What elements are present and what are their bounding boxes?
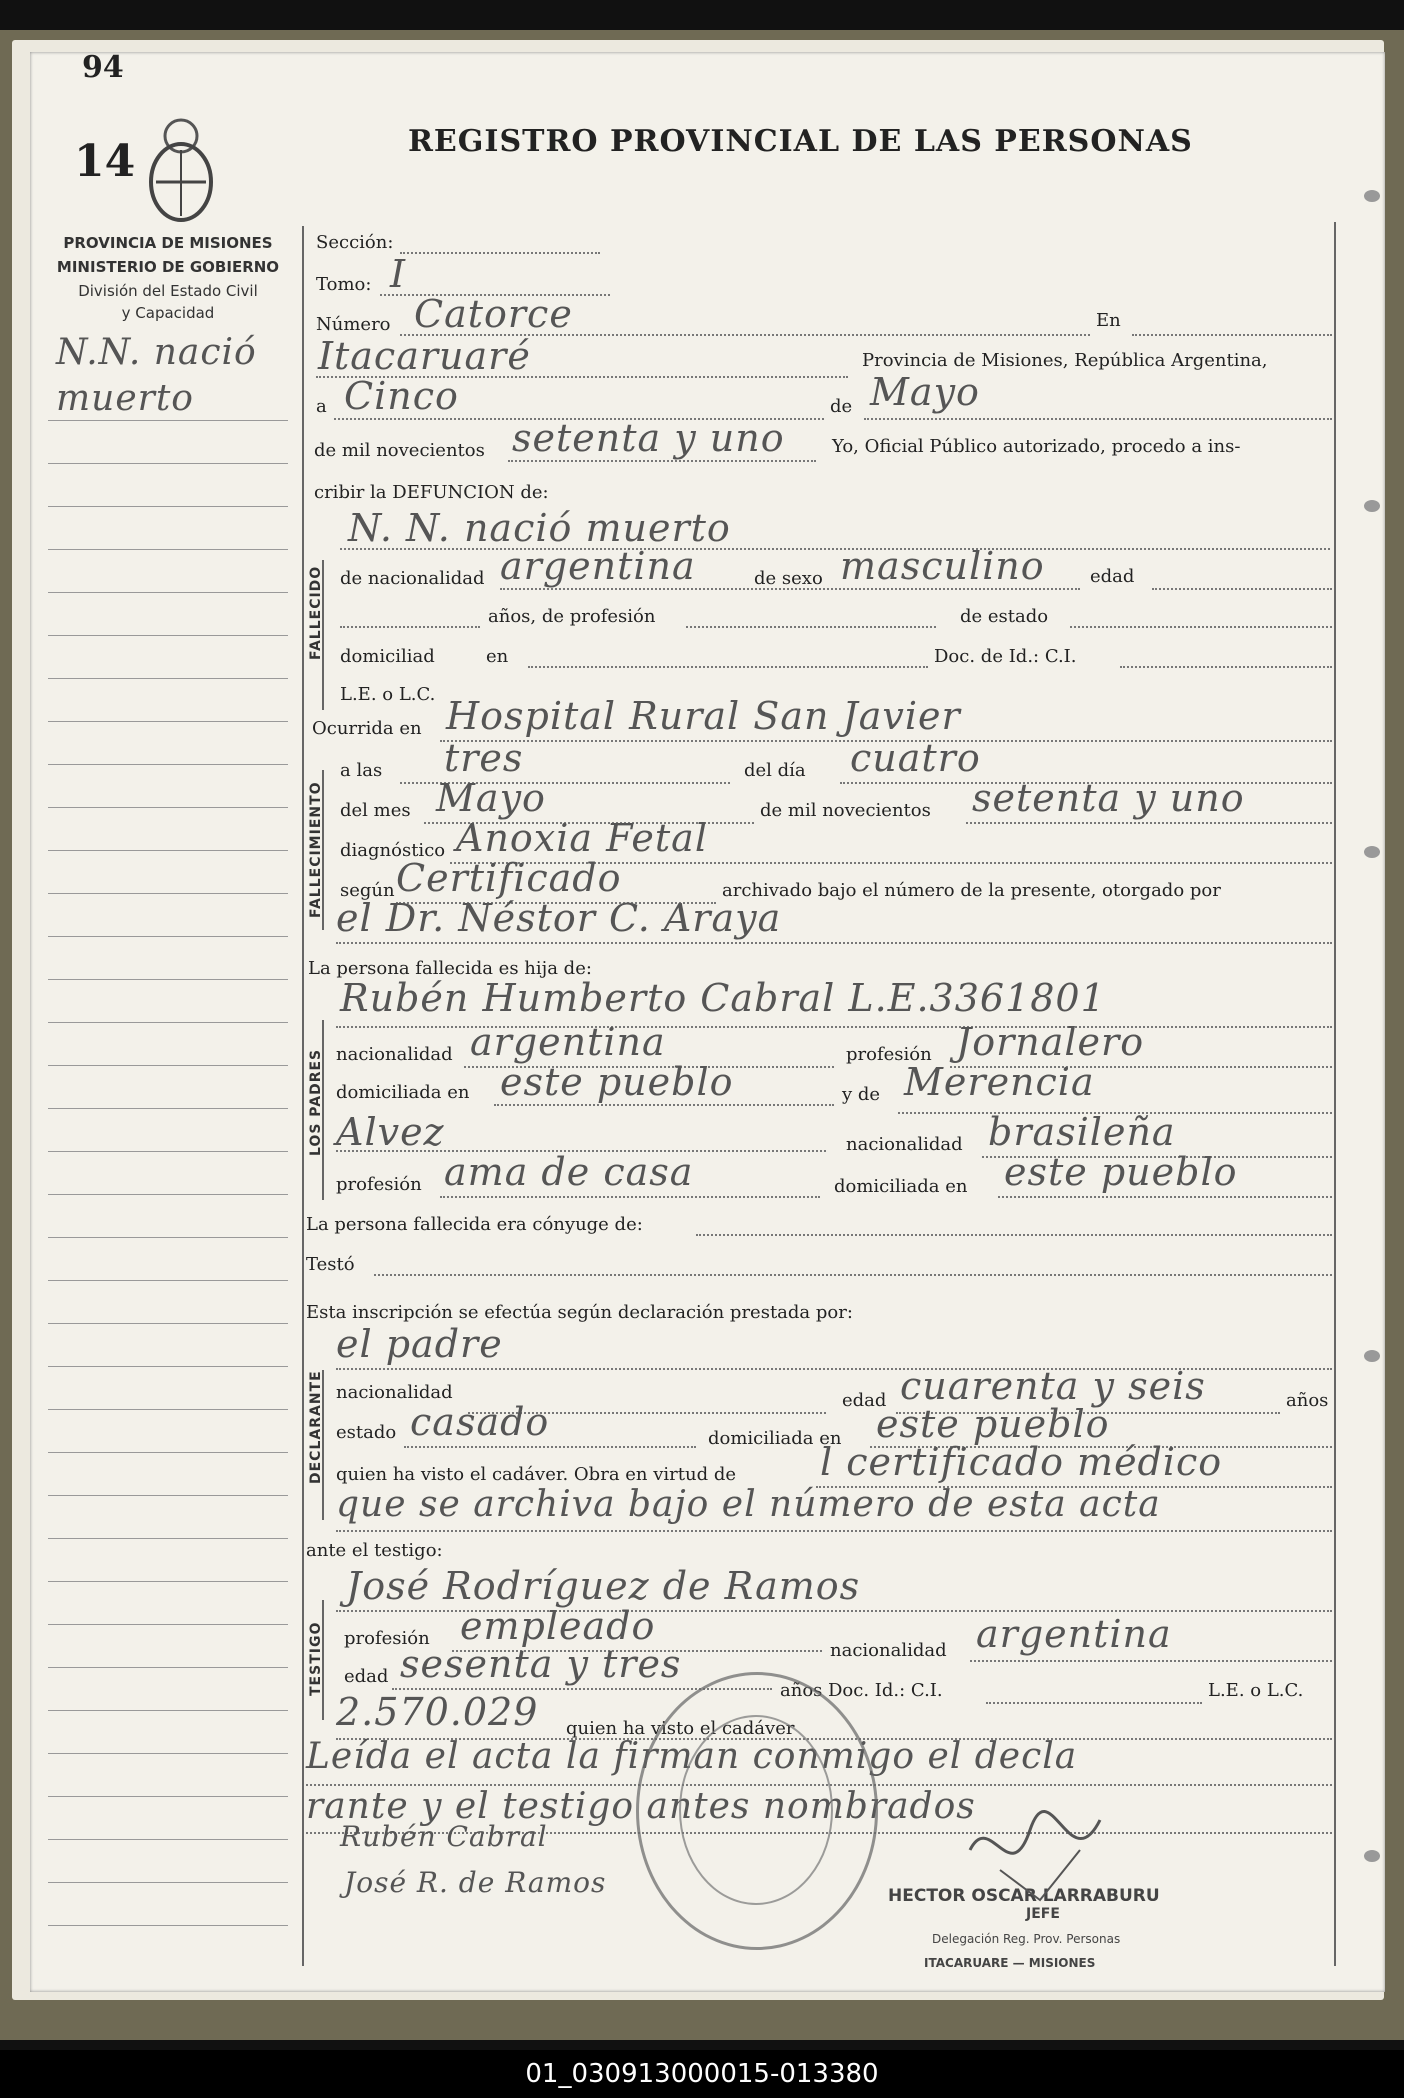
binding-hole [1364, 1850, 1380, 1862]
left-header-capacity: y Capacidad [121, 304, 215, 322]
prof-padre-label: profesión [846, 1044, 932, 1065]
margin-ruled-line [48, 1753, 288, 1754]
nac-madre-label: nacionalidad [846, 1134, 963, 1155]
margin-ruled-line [48, 506, 288, 507]
en2-label: en [486, 646, 509, 667]
estado-decl-value: casado [410, 1400, 550, 1444]
dom-decl-label: domiciliada en [708, 1428, 842, 1449]
form-left-border [302, 226, 304, 1966]
left-header-division: División del Estado Civil [78, 282, 258, 300]
margin-ruled-line [48, 1796, 288, 1797]
testo-label: Testó [306, 1254, 355, 1275]
margin-ruled-line [48, 1280, 288, 1281]
margin-ruled-line [48, 1194, 288, 1195]
doc-test-value: 2.570.029 [336, 1690, 539, 1734]
prof-madre-value: ama de casa [444, 1150, 694, 1194]
mes-line [864, 418, 1332, 420]
dom-padre-label: domiciliada en [336, 1082, 470, 1103]
margin-ruled-line [48, 592, 288, 593]
signature-declarante: Rubén Cabral [340, 1820, 548, 1853]
left-header-province: PROVINCIA DE MISIONES [63, 234, 273, 252]
hija-label: La persona fallecida es hija de: [308, 958, 592, 979]
doc-test-line [986, 1702, 1202, 1704]
margin-ruled-line [48, 1022, 288, 1023]
edad-decl-value: cuarenta y seis [900, 1364, 1206, 1408]
estado-decl-label: estado [336, 1422, 397, 1443]
seccion-label: Sección: [316, 232, 394, 253]
doc-label: Doc. de Id.: C.I. [934, 646, 1077, 667]
margin-ruled-line [48, 463, 288, 464]
quien-label: quien ha visto el cadáver [566, 1718, 795, 1739]
image-id-caption: 01_030913000015-013380 [0, 2050, 1404, 2098]
mil-label: de mil novecientos [314, 440, 485, 461]
prof-madre-line [440, 1196, 820, 1198]
official-seal [636, 1672, 878, 1950]
margin-ruled-line [48, 1624, 288, 1625]
estado-line [1070, 626, 1332, 628]
anios2-label: años [1286, 1390, 1329, 1411]
nac-padre-value: argentina [470, 1020, 666, 1064]
edad-test-label: edad [344, 1666, 389, 1687]
side-label-testigo: TESTIGO [308, 1621, 324, 1696]
a-label: a [316, 396, 327, 417]
hora-value: tres [444, 736, 524, 780]
estado-label: de estado [960, 606, 1049, 627]
anio2-line [966, 822, 1332, 824]
stamp-line1: Delegación Reg. Prov. Personas [932, 1932, 1121, 1946]
medico-value: el Dr. Néstor C. Araya [336, 896, 782, 940]
edad-test-value: sesenta y tres [400, 1642, 682, 1686]
margin-ruled-line [48, 1366, 288, 1367]
nac-padre-label: nacionalidad [336, 1044, 453, 1065]
sexo-value: masculino [840, 544, 1045, 588]
dom-madre-label: domiciliada en [834, 1176, 968, 1197]
alas-label: a las [340, 760, 383, 781]
anios-test-label: años [780, 1680, 823, 1701]
margin-ruled-line [48, 764, 288, 765]
visto-value: l certificado médico [820, 1440, 1223, 1484]
dom-padre-value: este pueblo [500, 1060, 734, 1104]
edad-decl-label: edad [842, 1390, 887, 1411]
register-number: 14 [74, 136, 136, 187]
nac-test-line [970, 1660, 1332, 1662]
le-label: L.E. o L.C. [340, 684, 436, 705]
mil2-label: de mil novecientos [760, 800, 931, 821]
delmes-value: Mayo [436, 776, 546, 820]
segun-label: según [340, 880, 395, 901]
margin-ruled-line [48, 850, 288, 851]
conyuge-label: La persona fallecida era cónyuge de: [306, 1214, 643, 1235]
margin-ruled-line [48, 420, 288, 421]
signature-testigo: José R. de Ramos [344, 1866, 607, 1899]
nombre-line [340, 548, 1330, 550]
ocurrida-label: Ocurrida en [312, 718, 422, 739]
margin-note-line1: N.N. nació [56, 332, 257, 373]
delmes-label: del mes [340, 800, 411, 821]
leida-value: Leída el acta la firman conmigo el decla [306, 1736, 1078, 1777]
side-label-padres: LOS PADRES [308, 1048, 324, 1156]
segun-value: Certificado [396, 856, 622, 900]
domicilio-line [528, 666, 928, 668]
prof-madre-label: profesión [336, 1174, 422, 1195]
en-label: En [1096, 310, 1121, 331]
anio-line [508, 460, 816, 462]
edad-line [1152, 588, 1332, 590]
padre-value: Rubén Humberto Cabral L.E.3361801 [340, 976, 1106, 1020]
margin-ruled-line [48, 1409, 288, 1410]
testigo-value: José Rodríguez de Ramos [346, 1564, 861, 1608]
domiciliado-label: domiciliad [340, 646, 435, 667]
visto-label: quien ha visto el cadáver. Obra en virtud de [336, 1464, 737, 1485]
localidad-value: Itacaruaré [318, 334, 531, 378]
side-label-declarante: DECLARANTE [308, 1370, 324, 1484]
sexo-label: de sexo [754, 568, 823, 589]
prof-padre-value: Jornalero [956, 1020, 1145, 1064]
archivado-label: archivado bajo el número de la presente, otorgado por [722, 880, 1221, 901]
binding-hole [1364, 190, 1380, 202]
margin-ruled-line [48, 936, 288, 937]
conyuge-line [696, 1234, 1332, 1236]
side-label-fallecido: FALLECIDO [308, 565, 324, 660]
yde-label: y de [842, 1084, 881, 1105]
anio2-value: setenta y uno [972, 776, 1245, 820]
doc-test-label: Doc. Id.: C.I. [828, 1680, 943, 1701]
madre-value2: Alvez [336, 1110, 445, 1154]
estado-decl-line [404, 1446, 696, 1448]
nacionalidad-label: de nacionalidad [340, 568, 485, 589]
binding-hole [1364, 846, 1380, 858]
page-title: REGISTRO PROVINCIAL DE LAS PERSONAS [408, 124, 1193, 159]
margin-ruled-line [48, 1065, 288, 1066]
margin-ruled-line [48, 1667, 288, 1668]
inscribir-label: cribir la DEFUNCION de: [314, 482, 549, 503]
margin-ruled-line [48, 1108, 288, 1109]
margin-ruled-line [48, 1495, 288, 1496]
stamp-name: HECTOR OSCAR LARRABURU [888, 1886, 1160, 1906]
margin-ruled-line [48, 1710, 288, 1711]
numero-value: Catorce [414, 292, 573, 336]
leida-value2: rante y el testigo antes nombrados [306, 1786, 976, 1827]
le-test-label: L.E. o L.C. [1208, 1680, 1304, 1701]
stamp-line2: ITACARUARE — MISIONES [924, 1956, 1096, 1970]
side-label-fallecimiento: FALLECIMIENTO [308, 781, 324, 918]
dom-madre-value: este pueblo [1004, 1150, 1238, 1194]
diag-label: diagnóstico [340, 840, 446, 861]
mes-value: Mayo [870, 370, 980, 414]
anio-value: setenta y uno [512, 416, 785, 460]
margin-ruled-line [48, 979, 288, 980]
form-right-border [1334, 222, 1336, 1966]
insc-label: Esta inscripción se efectúa según declaración prestada por: [306, 1302, 853, 1323]
dom-decl-value: este pueblo [876, 1402, 1110, 1446]
deldia-label: del día [744, 760, 806, 781]
margin-ruled-line [48, 1882, 288, 1883]
en-line [1132, 334, 1332, 336]
dia-value: Cinco [344, 374, 459, 418]
margin-ruled-line [48, 893, 288, 894]
nombre-value: N. N. nació muerto [348, 506, 731, 550]
ocurrida-value: Hospital Rural San Javier [446, 694, 961, 738]
margin-ruled-line [48, 721, 288, 722]
tomo-label: Tomo: [316, 274, 372, 295]
nac-sexo-line [500, 588, 1080, 590]
declarante-value: el padre [336, 1322, 503, 1366]
de-label: de [830, 396, 853, 417]
diag-value: Anoxia Fetal [456, 816, 708, 860]
madre-value: Merencia [904, 1060, 1095, 1104]
prof-test-label: profesión [344, 1628, 430, 1649]
margin-ruled-line [48, 807, 288, 808]
margin-ruled-line [48, 678, 288, 679]
numero-label: Número [316, 314, 391, 335]
dom-padre-line [494, 1104, 834, 1106]
visto-value2: que se archiva bajo el número de esta acta [336, 1484, 1161, 1525]
doc-line [1120, 666, 1332, 668]
nac-decl-label: nacionalidad [336, 1382, 453, 1403]
coat-of-arms-icon [140, 116, 222, 226]
anios-label: años, de profesión [488, 606, 656, 627]
stamp-role: JEFE [1026, 1906, 1060, 1922]
nacionalidad-value: argentina [500, 544, 696, 588]
margin-ruled-line [48, 1452, 288, 1453]
edad-label: edad [1090, 566, 1135, 587]
margin-ruled-line [48, 1839, 288, 1840]
edad-cont-line [340, 626, 480, 628]
left-header-ministry: MINISTERIO DE GOBIERNO [56, 258, 280, 276]
visto-cont-line [336, 1530, 1332, 1532]
margin-note-line2: muerto [56, 378, 194, 419]
handwritten-signature-icon [960, 1790, 1110, 1910]
margin-ruled-line [48, 1925, 288, 1926]
seccion-line [400, 252, 600, 254]
prof-test-value: empleado [460, 1604, 656, 1648]
margin-ruled-line [48, 1237, 288, 1238]
profesion-line [686, 626, 936, 628]
margin-ruled-line [48, 1581, 288, 1582]
margin-ruled-line [48, 1538, 288, 1539]
nac-madre-value: brasileña [988, 1110, 1176, 1154]
nac-test-value: argentina [976, 1612, 1172, 1656]
deldia-value: cuatro [850, 736, 981, 780]
dom-madre-line [998, 1196, 1332, 1198]
margin-ruled-line [48, 549, 288, 550]
oficial-label: Yo, Oficial Público autorizado, procedo a ins- [832, 436, 1241, 457]
binding-hole [1364, 500, 1380, 512]
margin-ruled-line [48, 1323, 288, 1324]
folio-number: 94 [82, 50, 124, 85]
tomo-value: I [390, 252, 407, 296]
nac-test-label: nacionalidad [830, 1640, 947, 1661]
testo-line [374, 1274, 1332, 1276]
margin-ruled-line [48, 1151, 288, 1152]
testigo-label: ante el testigo: [306, 1540, 443, 1561]
medico-line [336, 942, 1332, 944]
provincia-label: Provincia de Misiones, República Argentina, [862, 350, 1268, 371]
margin-ruled-line [48, 635, 288, 636]
binding-hole [1364, 1350, 1380, 1362]
